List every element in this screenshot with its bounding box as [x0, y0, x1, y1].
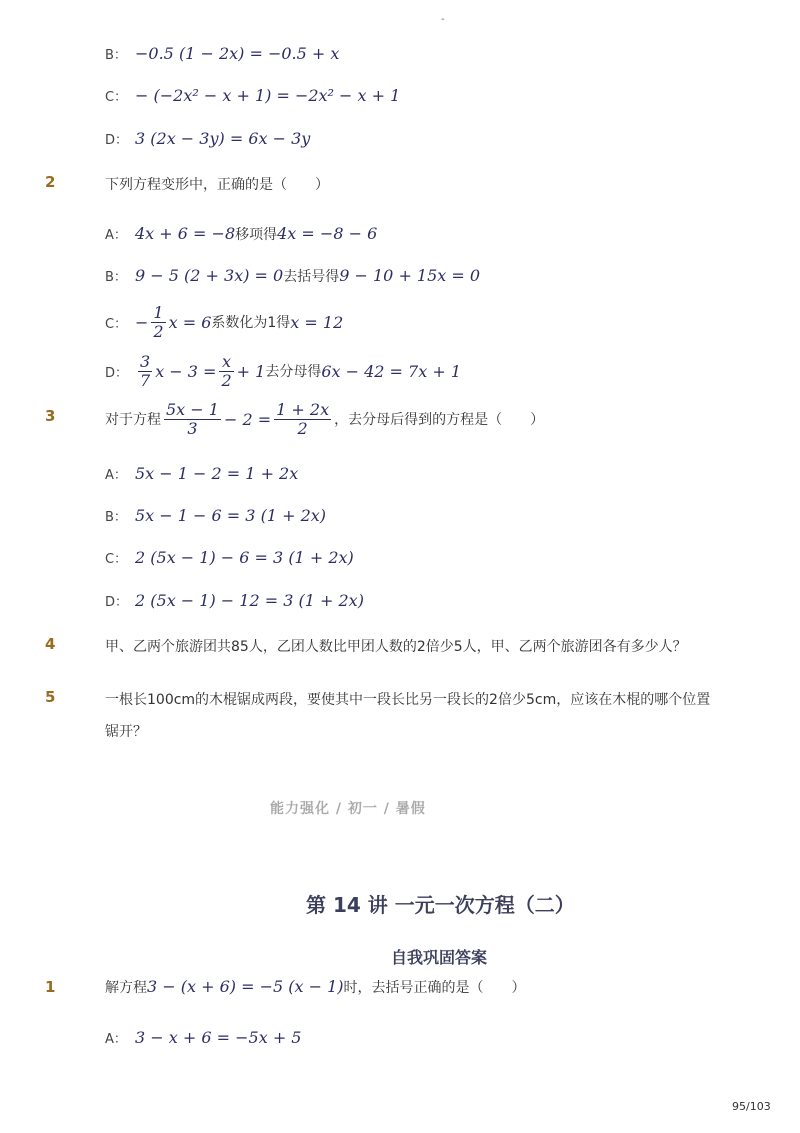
option-text: 去分母得	[265, 364, 322, 380]
option-expression: 5x − 1 − 2 = 1 + 2x	[135, 464, 299, 483]
option-expression: 3 (2x − 3y) = 6x − 3y	[135, 129, 311, 148]
option-expression: 4x = −8 − 6	[277, 224, 378, 243]
q3-option-b	[105, 506, 326, 525]
lesson-title: 第 14 讲 一元一次方程（二）	[306, 893, 575, 917]
question-text: 下列方程变形中，正确的是（ ）	[105, 177, 329, 193]
option-expression: 2 (5x − 1) − 6 = 3 (1 + 2x)	[135, 548, 354, 567]
fraction	[138, 353, 152, 390]
denominator: 2	[153, 321, 164, 341]
question-suffix: ，去分母后得到的方程是（ ）	[334, 412, 545, 428]
q1-option-b	[105, 44, 339, 63]
option-label: D：	[105, 133, 129, 148]
option-label: C：	[105, 316, 128, 332]
q2-option-b	[105, 266, 480, 286]
question-prefix: 对于方程	[105, 412, 161, 428]
option-label: C：	[105, 90, 128, 105]
option-expression: x − 3 =	[155, 361, 217, 381]
section-title: 自我巩固答案	[391, 948, 488, 967]
option-expression: 9 − 5 (2 + 3x) = 0	[135, 266, 284, 285]
option-expression: 5x − 1 − 6 = 3 (1 + 2x)	[135, 506, 327, 525]
question-expression: 3 − (x + 6) = −5 (x − 1)	[147, 977, 344, 996]
question-number: 4	[45, 635, 56, 653]
q3-option-a	[105, 464, 298, 483]
q1-option-d	[105, 129, 310, 148]
option-label: B：	[105, 270, 127, 285]
option-label: D：	[105, 365, 129, 381]
denominator: 3	[187, 418, 198, 438]
denominator: 2	[221, 370, 232, 390]
minus-sign: −	[135, 312, 149, 332]
q2-option-a	[105, 224, 377, 244]
q1-option-c	[105, 86, 400, 105]
option-expression: 4x + 6 = −8	[135, 224, 236, 243]
numerator: x	[219, 353, 233, 372]
numerator: 1	[153, 302, 164, 322]
question-suffix: 时，去括号正确的是（ ）	[343, 980, 526, 996]
fraction	[164, 401, 221, 438]
question-text-line1: 一根长100cm的木棍锯成两段，要使其中一段长比另一段长的2倍少5cm，应该在木棍的哪个位置	[105, 692, 711, 708]
option-text: 移项得	[235, 227, 278, 243]
fraction	[274, 401, 331, 438]
a1-option-a	[105, 1028, 301, 1047]
option-label: A：	[105, 228, 127, 243]
question-number: 2	[45, 173, 56, 191]
option-label: B：	[105, 510, 127, 525]
option-expression: 9 − 10 + 15x = 0	[339, 266, 481, 285]
question-number: 5	[45, 688, 56, 706]
option-expression: 3 − x + 6 = −5x + 5	[135, 1028, 302, 1047]
option-expression: − (−2x² − x + 1) = −2x² − x + 1	[135, 86, 401, 105]
option-expression: x = 6	[168, 312, 212, 332]
q3-option-d	[105, 591, 364, 610]
fraction	[219, 353, 233, 390]
numerator: 3	[140, 351, 151, 371]
q2-option-d	[105, 349, 461, 393]
q3-option-c	[105, 548, 354, 567]
denominator: 7	[140, 370, 151, 390]
question-text: 甲、乙两个旅游团共85人，乙团人数比甲团人数的2倍少5人，甲、乙两个旅游团各有多少人？	[105, 639, 687, 655]
option-label: C：	[105, 552, 128, 567]
denominator: 2	[297, 418, 308, 438]
numerator: 5x − 1	[166, 399, 219, 419]
option-expression: −0.5 (1 − 2x) = −0.5 + x	[135, 44, 340, 63]
option-expression: 2 (5x − 1) − 12 = 3 (1 + 2x)	[135, 591, 364, 610]
option-label: A：	[105, 1032, 127, 1047]
equation-middle: − 2 =	[223, 409, 272, 429]
question-prefix: 解方程	[105, 980, 147, 996]
q2-option-c	[105, 300, 343, 344]
option-label: B：	[105, 48, 127, 63]
page-number: 95/103	[732, 1100, 771, 1113]
question-text	[105, 977, 526, 997]
question-text-line2: 锯开？	[105, 724, 147, 740]
numerator: 1 + 2x	[276, 399, 330, 419]
option-label: A：	[105, 468, 127, 483]
question-number: 3	[45, 407, 56, 425]
option-text: 系数化为1得	[211, 315, 291, 331]
option-expression: x = 12	[290, 312, 344, 332]
option-label: D：	[105, 595, 129, 610]
option-text: 去括号得	[283, 269, 340, 285]
header-mark: -	[441, 14, 445, 25]
question-text	[105, 397, 544, 441]
option-expression: + 1	[236, 361, 266, 381]
footer-tag: 能力强化 / 初一 / 暑假	[270, 801, 426, 817]
fraction	[151, 304, 165, 341]
option-expression: 6x − 42 = 7x + 1	[321, 361, 462, 381]
question-number: 1	[45, 978, 56, 996]
